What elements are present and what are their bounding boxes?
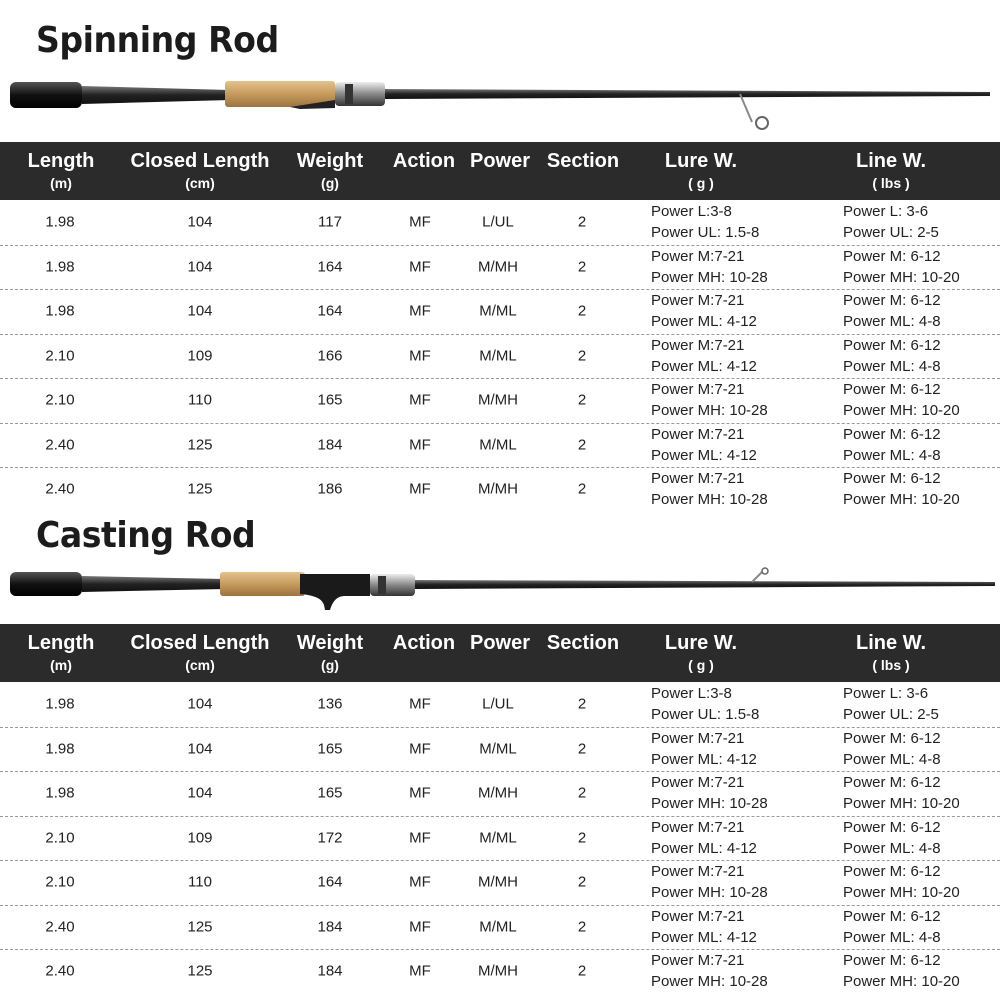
cell-length: 1.98: [45, 258, 75, 276]
cell-power: M/MH: [478, 873, 518, 891]
cell-power: M/MH: [478, 784, 518, 802]
cell-length: 2.40: [45, 480, 75, 498]
spinning-table-header: [0, 142, 1000, 200]
table-row: [0, 289, 1000, 335]
cell-lure-weight: [651, 201, 759, 243]
cell-length: 1.98: [45, 740, 75, 758]
cell-line-weight: [843, 335, 941, 377]
cell-lure-weight-line: Power ML: 4-12: [651, 357, 757, 375]
cell-lure-weight-line: Power M:7-21: [651, 863, 745, 881]
cell-closed-length: 125: [187, 918, 213, 936]
cell-closed-length: 125: [187, 962, 213, 980]
cell-line-weight-line: Power M: 6-12: [843, 729, 941, 747]
cell-lure-weight-line: Power L:3-8: [651, 203, 732, 221]
header-action: Action: [392, 150, 456, 172]
cell-lure-weight-line: Power M:7-21: [651, 729, 745, 747]
cell-lure-weight: [651, 817, 757, 859]
cell-weight: 117: [318, 213, 342, 231]
cell-lure-weight-line: Power L:3-8: [651, 685, 732, 703]
cell-line-weight-line: Power UL: 2-5: [843, 224, 939, 242]
header-length: Length (m): [27, 632, 95, 673]
cell-lure-weight-line: Power M:7-21: [651, 952, 745, 970]
cell-line-weight-line: Power UL: 2-5: [843, 706, 939, 724]
cell-closed-length: 109: [187, 829, 213, 847]
cell-weight: 184: [317, 436, 343, 454]
cell-lure-weight-line: Power M:7-21: [651, 336, 745, 354]
cell-lure-weight: [651, 379, 768, 421]
cell-section: 2: [577, 436, 587, 454]
table-row: [0, 816, 1000, 862]
cell-length: 2.40: [45, 436, 75, 454]
table-row: [0, 334, 1000, 380]
cell-lure-weight-line: Power ML: 4-12: [651, 928, 757, 946]
cell-action: MF: [409, 873, 431, 891]
cell-line-weight-line: Power MH: 10-20: [843, 795, 960, 813]
header-lure-weight: Lure W. ( g ): [664, 632, 738, 673]
cell-line-weight: [843, 468, 960, 510]
cell-length: 2.40: [45, 962, 75, 980]
cell-section: 2: [577, 213, 587, 231]
cell-power: M/ML: [479, 918, 517, 936]
cell-lure-weight-line: Power ML: 4-12: [651, 839, 757, 857]
cell-line-weight: [843, 728, 941, 770]
cell-power: M/MH: [478, 480, 518, 498]
cell-closed-length: 104: [187, 740, 213, 758]
cell-line-weight-line: Power MH: 10-20: [843, 973, 960, 991]
spinning-rod-image: [0, 70, 1000, 140]
cell-length: 2.10: [45, 873, 75, 891]
table-row: [0, 378, 1000, 424]
cell-lure-weight-line: Power MH: 10-28: [651, 402, 768, 420]
cell-power: M/MH: [478, 391, 518, 409]
cell-lure-weight: [651, 468, 768, 510]
cell-lure-weight: [651, 424, 757, 466]
cell-line-weight-line: Power M: 6-12: [843, 425, 941, 443]
cell-power: M/ML: [479, 829, 517, 847]
cell-closed-length: 110: [188, 873, 212, 891]
cell-action: MF: [409, 436, 431, 454]
cell-weight: 164: [317, 302, 343, 320]
cell-length: 1.98: [45, 695, 75, 713]
cell-lure-weight: [651, 246, 768, 288]
cell-length: 1.98: [45, 213, 75, 231]
cell-weight: 164: [317, 873, 343, 891]
cell-section: 2: [577, 873, 587, 891]
cell-lure-weight: [651, 772, 768, 814]
cell-line-weight: [843, 772, 960, 814]
cell-lure-weight-line: Power M:7-21: [651, 247, 745, 265]
cell-lure-weight: [651, 906, 757, 948]
cell-line-weight-line: Power MH: 10-20: [843, 268, 960, 286]
cell-line-weight-line: Power MH: 10-20: [843, 402, 960, 420]
table-row: [0, 200, 1000, 246]
casting-table-header: [0, 624, 1000, 682]
cell-line-weight-line: Power ML: 4-8: [843, 928, 941, 946]
cell-line-weight-line: Power M: 6-12: [843, 907, 941, 925]
cell-length: 2.10: [45, 829, 75, 847]
cell-lure-weight-line: Power MH: 10-28: [651, 973, 768, 991]
cell-closed-length: 104: [187, 695, 213, 713]
cell-section: 2: [577, 347, 587, 365]
cell-lure-weight-line: Power ML: 4-12: [651, 446, 757, 464]
table-row: [0, 771, 1000, 817]
cell-length: 2.10: [45, 391, 75, 409]
cell-weight: 165: [317, 784, 343, 802]
cell-power: L/UL: [482, 695, 514, 713]
cell-power: M/ML: [479, 740, 517, 758]
cell-section: 2: [577, 962, 587, 980]
cell-section: 2: [577, 302, 587, 320]
cell-lure-weight-line: Power M:7-21: [651, 425, 745, 443]
table-row: [0, 245, 1000, 291]
cell-weight: 184: [317, 962, 343, 980]
cell-action: MF: [409, 740, 431, 758]
cell-line-weight-line: Power M: 6-12: [843, 863, 941, 881]
cell-section: 2: [577, 784, 587, 802]
cell-action: MF: [409, 213, 431, 231]
cell-line-weight-line: Power ML: 4-8: [843, 750, 941, 768]
cell-section: 2: [577, 258, 587, 276]
table-row: [0, 682, 1000, 728]
cell-action: MF: [409, 962, 431, 980]
cell-lure-weight: [651, 861, 768, 903]
cell-closed-length: 125: [187, 436, 213, 454]
cell-lure-weight: [651, 728, 757, 770]
cell-lure-weight-line: Power M:7-21: [651, 907, 745, 925]
cell-closed-length: 104: [187, 302, 213, 320]
cell-line-weight-line: Power ML: 4-8: [843, 313, 941, 331]
cell-line-weight-line: Power L: 3-6: [843, 685, 929, 703]
cell-line-weight-line: Power ML: 4-8: [843, 446, 941, 464]
cell-weight: 136: [317, 695, 343, 713]
cell-line-weight-line: Power ML: 4-8: [843, 839, 941, 857]
cell-action: MF: [409, 302, 431, 320]
cell-section: 2: [577, 391, 587, 409]
header-line-weight: Line W. ( lbs ): [856, 632, 926, 673]
table-row: [0, 423, 1000, 469]
cell-weight: 165: [317, 391, 343, 409]
cell-line-weight: [843, 950, 960, 992]
table-row: [0, 949, 1000, 994]
cell-section: 2: [577, 695, 587, 713]
cell-action: MF: [409, 918, 431, 936]
cell-line-weight: [843, 683, 939, 725]
cell-lure-weight-line: Power MH: 10-28: [651, 795, 768, 813]
header-power: Power: [469, 150, 531, 172]
cell-power: M/MH: [478, 258, 518, 276]
cell-line-weight: [843, 201, 939, 243]
cell-lure-weight-line: Power M:7-21: [651, 470, 745, 488]
header-section: Section: [546, 150, 620, 172]
cell-lure-weight-line: Power M:7-21: [651, 774, 745, 792]
cell-line-weight: [843, 906, 941, 948]
cell-action: MF: [409, 829, 431, 847]
header-weight: Weight (g): [296, 632, 364, 673]
cell-line-weight-line: Power M: 6-12: [843, 774, 941, 792]
cell-line-weight: [843, 246, 960, 288]
casting-rod-image: [0, 560, 1000, 620]
cell-lure-weight-line: Power UL: 1.5-8: [651, 224, 760, 242]
cell-lure-weight-line: Power ML: 4-12: [651, 313, 757, 331]
cell-length: 1.98: [45, 784, 75, 802]
cell-line-weight-line: Power M: 6-12: [843, 470, 941, 488]
cell-line-weight-line: Power ML: 4-8: [843, 357, 941, 375]
header-action: Action: [392, 632, 456, 654]
cell-line-weight-line: Power M: 6-12: [843, 952, 941, 970]
cell-closed-length: 104: [187, 784, 213, 802]
cell-lure-weight-line: Power UL: 1.5-8: [651, 706, 760, 724]
cell-line-weight: [843, 290, 941, 332]
cell-line-weight-line: Power M: 6-12: [843, 381, 941, 399]
cell-weight: 172: [317, 829, 343, 847]
cell-lure-weight-line: Power M:7-21: [651, 292, 745, 310]
cell-length: 2.10: [45, 347, 75, 365]
header-line-weight: Line W. ( lbs ): [856, 150, 926, 191]
casting-rod-title: Casting Rod: [36, 515, 256, 556]
cell-closed-length: 104: [187, 213, 213, 231]
cell-line-weight-line: Power MH: 10-20: [843, 884, 960, 902]
header-closed-length: Closed Length (cm): [130, 150, 270, 191]
spinning-rod-title: Spinning Rod: [36, 20, 279, 61]
cell-length: 2.40: [45, 918, 75, 936]
cell-section: 2: [577, 480, 587, 498]
cell-power: M/ML: [479, 347, 517, 365]
cell-action: MF: [409, 695, 431, 713]
cell-lure-weight-line: Power M:7-21: [651, 381, 745, 399]
cell-line-weight: [843, 817, 941, 859]
cell-line-weight-line: Power M: 6-12: [843, 292, 941, 310]
cell-weight: 184: [317, 918, 343, 936]
cell-lure-weight-line: Power MH: 10-28: [651, 268, 768, 286]
cell-line-weight: [843, 424, 941, 466]
table-row: [0, 467, 1000, 512]
cell-lure-weight: [651, 335, 757, 377]
cell-line-weight-line: Power L: 3-6: [843, 203, 929, 221]
cell-section: 2: [577, 740, 587, 758]
cell-power: L/UL: [482, 213, 514, 231]
cell-section: 2: [577, 829, 587, 847]
table-row: [0, 860, 1000, 906]
cell-lure-weight-line: Power MH: 10-28: [651, 491, 768, 509]
cell-action: MF: [409, 391, 431, 409]
cell-lure-weight-line: Power MH: 10-28: [651, 884, 768, 902]
cell-weight: 164: [317, 258, 343, 276]
cell-action: MF: [409, 784, 431, 802]
header-closed-length: Closed Length (cm): [130, 632, 270, 673]
cell-power: M/ML: [479, 302, 517, 320]
cell-line-weight: [843, 861, 960, 903]
cell-lure-weight: [651, 683, 759, 725]
table-row: [0, 905, 1000, 951]
cell-closed-length: 125: [187, 480, 213, 498]
cell-action: MF: [409, 258, 431, 276]
cell-weight: 186: [317, 480, 343, 498]
cell-weight: 166: [317, 347, 343, 365]
cell-weight: 165: [317, 740, 343, 758]
cell-line-weight-line: Power MH: 10-20: [843, 491, 960, 509]
header-weight: Weight (g): [296, 150, 364, 191]
table-row: [0, 727, 1000, 773]
cell-lure-weight: [651, 950, 768, 992]
header-section: Section: [546, 632, 620, 654]
cell-length: 1.98: [45, 302, 75, 320]
cell-lure-weight-line: Power ML: 4-12: [651, 750, 757, 768]
cell-action: MF: [409, 480, 431, 498]
header-lure-weight: Lure W. ( g ): [664, 150, 738, 191]
cell-action: MF: [409, 347, 431, 365]
header-power: Power: [469, 632, 531, 654]
cell-line-weight-line: Power M: 6-12: [843, 336, 941, 354]
cell-lure-weight: [651, 290, 757, 332]
cell-power: M/MH: [478, 962, 518, 980]
cell-line-weight: [843, 379, 960, 421]
cell-lure-weight-line: Power M:7-21: [651, 818, 745, 836]
cell-line-weight-line: Power M: 6-12: [843, 247, 941, 265]
header-length: Length (m): [27, 150, 95, 191]
cell-line-weight-line: Power M: 6-12: [843, 818, 941, 836]
cell-power: M/ML: [479, 436, 517, 454]
cell-closed-length: 110: [188, 391, 212, 409]
cell-closed-length: 109: [187, 347, 213, 365]
cell-closed-length: 104: [187, 258, 213, 276]
cell-section: 2: [577, 918, 587, 936]
